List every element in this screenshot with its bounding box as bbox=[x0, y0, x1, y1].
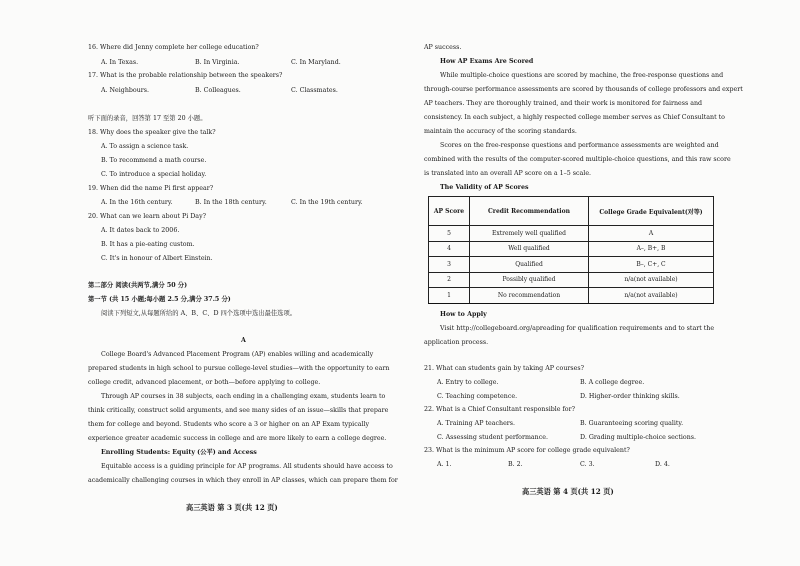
table-row bbox=[429, 226, 714, 242]
part-two-heading: 第二部分 阅读(共两节,满分 50 分) bbox=[88, 282, 188, 289]
q20-option-c: C. It's in honour of Albert Einstein. bbox=[101, 255, 213, 262]
table-title: The Validity of AP Scores bbox=[440, 184, 529, 191]
table-row bbox=[429, 272, 714, 288]
q22-option-b: B. Guaranteeing scoring quality. bbox=[580, 420, 684, 427]
question-23: 23. What is the minimum AP score for college grade equivalent? bbox=[424, 447, 630, 454]
passage-label: A bbox=[241, 337, 246, 344]
table-cell: Possibly qualified bbox=[470, 272, 589, 288]
table-header: College Grade Equivalent(对等) bbox=[589, 197, 714, 226]
table-cell: A–, B+, B bbox=[589, 241, 714, 257]
section-one-heading: 第一节 (共 15 小题;每小题 2.5 分,满分 37.5 分) bbox=[88, 296, 231, 303]
apply-heading: How to Apply bbox=[440, 311, 487, 318]
right-page-footer: 高三英语 第 4 页(共 12 页) bbox=[522, 487, 614, 496]
passage-line: combined with the results of the computer-scored multiple-choice questions, and this raw score bbox=[424, 156, 731, 163]
section-one-instruction: 阅读下列短文,从每题所给的 A、B、C、D 四个选项中选出最佳选项。 bbox=[101, 310, 297, 317]
table-cell: 5 bbox=[429, 226, 470, 242]
table-cell: 4 bbox=[429, 241, 470, 257]
table-cell: Qualified bbox=[470, 257, 589, 273]
table-header-row bbox=[429, 197, 714, 226]
q19-option-b: B. In the 18th century. bbox=[195, 199, 267, 206]
passage-line: application process. bbox=[424, 339, 489, 346]
passage-line: AP teachers. They are thoroughly trained, and their work is monitored for fairness and bbox=[424, 100, 703, 107]
q20-option-a: A. It dates back to 2006. bbox=[101, 227, 180, 234]
q23-option-b: B. 2. bbox=[508, 461, 523, 468]
passage-line: consistency. In each subject, a highly respected college member serves as Chief Consultant to bbox=[424, 114, 725, 121]
left-page-footer: 高三英语 第 3 页(共 12 页) bbox=[186, 503, 278, 512]
passage-line: through-course performance assessments are scored by thousands of college professors and expert bbox=[424, 86, 743, 93]
q23-option-c: C. 3. bbox=[580, 461, 595, 468]
q17-option-a: A. Neighbours. bbox=[101, 87, 150, 94]
ap-score-table bbox=[428, 196, 714, 304]
passage-line: experience greater academic success in college and are more likely to earn a college degree. bbox=[88, 435, 387, 442]
passage-line: them for college and beyond. Students who score a 3 or higher on an AP Exam typically bbox=[88, 421, 370, 428]
question-17: 17. What is the probable relationship between the speakers? bbox=[88, 72, 283, 79]
table-cell: 2 bbox=[429, 272, 470, 288]
question-21: 21. What can students gain by taking AP courses? bbox=[424, 365, 584, 372]
question-19: 19. When did the name Pi first appear? bbox=[88, 185, 214, 192]
table-cell: 1 bbox=[429, 288, 470, 304]
table-cell: B–, C+, C bbox=[589, 257, 714, 273]
question-20: 20. What can we learn about Pi Day? bbox=[88, 213, 206, 220]
table-cell: A bbox=[589, 226, 714, 242]
passage-line: AP success. bbox=[424, 44, 462, 51]
passage-line: college credit, advanced placement, or both—before applying to college. bbox=[88, 379, 321, 386]
q20-option-b: B. It has a pie-eating custom. bbox=[101, 241, 195, 248]
listening-instruction: 听下面的录音，回答第 17 至第 20 小题。 bbox=[88, 115, 207, 122]
passage-line: Through AP courses in 38 subjects, each ending in a challenging exam, students learn to bbox=[101, 393, 386, 400]
passage-line: prepared students in high school to pursue college-level studies—with the opportunity to earn bbox=[88, 365, 390, 372]
table-cell: 3 bbox=[429, 257, 470, 273]
q21-option-a: A. Entry to college. bbox=[437, 379, 499, 386]
q16-option-a: A. In Texas. bbox=[101, 59, 139, 66]
q17-option-c: C. Classmates. bbox=[291, 87, 338, 94]
q21-option-b: B. A college degree. bbox=[580, 379, 645, 386]
table-cell: No recommendation bbox=[470, 288, 589, 304]
table-row bbox=[429, 241, 714, 257]
passage-line: maintain the accuracy of the scoring standards. bbox=[424, 128, 577, 135]
q21-option-d: D. Higher-order thinking skills. bbox=[580, 393, 680, 400]
q19-option-a: A. In the 16th century. bbox=[101, 199, 173, 206]
question-18: 18. Why does the speaker give the talk? bbox=[88, 129, 216, 136]
q21-option-c: C. Teaching competence. bbox=[437, 393, 518, 400]
table-cell: Extremely well qualified bbox=[470, 226, 589, 242]
q18-option-b: B. To recommend a math course. bbox=[101, 157, 207, 164]
table-cell: n/a(not available) bbox=[589, 288, 714, 304]
q16-option-b: B. In Virginia. bbox=[195, 59, 240, 66]
q17-option-b: B. Colleagues. bbox=[195, 87, 241, 94]
q23-option-a: A. 1. bbox=[437, 461, 452, 468]
table-header: Credit Recommendation bbox=[470, 197, 589, 226]
passage-line: College Board's Advanced Placement Program (AP) enables willing and academically bbox=[101, 351, 374, 358]
table-row bbox=[429, 257, 714, 273]
passage-line: While multiple-choice questions are scored by machine, the free-response questions and bbox=[440, 72, 724, 79]
q22-option-a: A. Training AP teachers. bbox=[437, 420, 516, 427]
scoring-heading: How AP Exams Are Scored bbox=[440, 58, 534, 65]
q22-option-d: D. Grading multiple-choice sections. bbox=[580, 434, 696, 441]
question-22: 22. What is a Chief Consultant responsible for? bbox=[424, 406, 575, 413]
passage-line: is translated into an overall AP score on a 1–5 scale. bbox=[424, 170, 592, 177]
equity-heading: Enrolling Students: Equity (公平) and Access bbox=[101, 449, 257, 456]
q18-option-c: C. To introduce a special holiday. bbox=[101, 171, 207, 178]
passage-line: Scores on the free-response questions and performance assessments are weighted and bbox=[440, 142, 719, 149]
q16-option-c: C. In Maryland. bbox=[291, 59, 341, 66]
q22-option-c: C. Assessing student performance. bbox=[437, 434, 548, 441]
passage-line: academically challenging courses in which they enroll in AP classes, which can prepare them for bbox=[88, 477, 398, 484]
q19-option-c: C. In the 19th century. bbox=[291, 199, 363, 206]
question-16: 16. Where did Jenny complete her college education? bbox=[88, 44, 259, 51]
passage-line: Visit http://collegeboard.org/apreading for qualification requirements and to start the bbox=[440, 325, 715, 332]
q18-option-a: A. To assign a science task. bbox=[101, 143, 189, 150]
passage-line: Equitable access is a guiding principle for AP programs. All students should have access to bbox=[101, 463, 393, 470]
table-cell: Well qualified bbox=[470, 241, 589, 257]
table-row bbox=[429, 288, 714, 304]
table-cell: n/a(not available) bbox=[589, 272, 714, 288]
q23-option-d: D. 4. bbox=[655, 461, 670, 468]
passage-line: think critically, construct solid arguments, and see many sides of an issue—skills that prepare bbox=[88, 407, 389, 414]
table-header: AP Score bbox=[429, 197, 470, 226]
